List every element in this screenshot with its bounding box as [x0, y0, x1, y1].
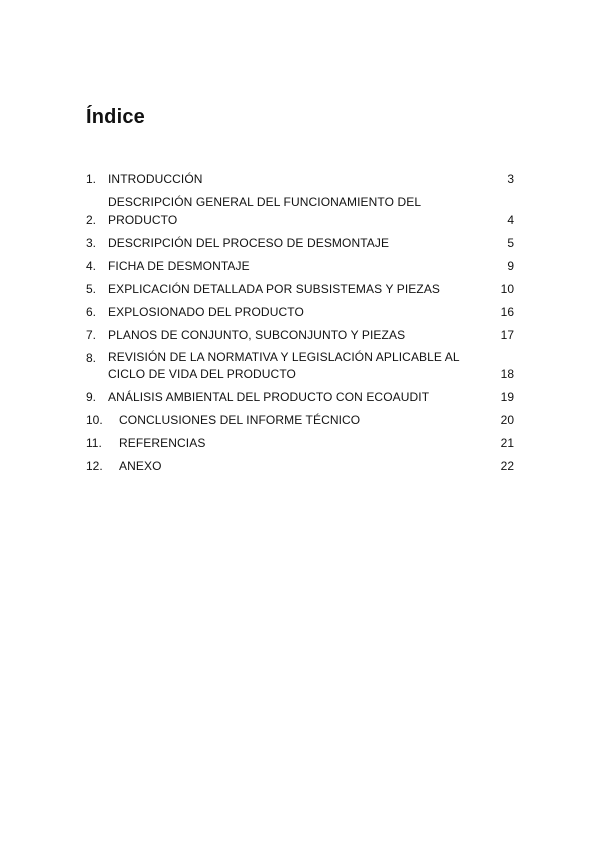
toc-item[interactable]	[86, 349, 514, 383]
toc-item-page: 4	[507, 213, 514, 227]
toc-item-number: 9.	[86, 390, 97, 404]
toc-item-page: 21	[500, 436, 514, 450]
toc-item-page: 20	[500, 413, 514, 427]
toc-item-title: ANÁLISIS AMBIENTAL DEL PRODUCTO CON ECOAUDIT	[108, 390, 430, 404]
toc-item[interactable]	[86, 434, 514, 452]
toc-item-number: 6.	[86, 305, 97, 319]
toc-item[interactable]	[86, 388, 514, 406]
toc-item-number: 7.	[86, 328, 97, 342]
toc-item-title: EXPLICACIÓN DETALLADA POR SUBSISTEMAS Y PIEZAS	[108, 282, 441, 296]
toc-item-number: 1.	[86, 172, 97, 186]
toc-item-page: 17	[500, 328, 514, 342]
toc-item-number: 5.	[86, 282, 97, 296]
toc-item-page: 22	[500, 459, 514, 473]
toc-item-title: EXPLOSIONADO DEL PRODUCTO	[108, 305, 304, 319]
toc-item-page: 19	[500, 390, 514, 404]
toc-item-title: PLANOS DE CONJUNTO, SUBCONJUNTO Y PIEZAS	[108, 328, 406, 342]
toc-item-title: DESCRIPCIÓN DEL PROCESO DE DESMONTAJE	[108, 236, 390, 250]
toc-item[interactable]	[86, 193, 514, 229]
table-of-contents	[86, 170, 514, 480]
toc-item-page: 18	[500, 367, 514, 381]
toc-item-title: REFERENCIAS	[119, 436, 206, 450]
toc-item-title: INTRODUCCIÓN	[108, 172, 203, 186]
toc-item-title: DESCRIPCIÓN GENERAL DEL FUNCIONAMIENTO DEL PRODUCTO	[108, 195, 421, 227]
toc-item-page: 5	[507, 236, 514, 250]
toc-item[interactable]	[86, 234, 514, 252]
page-title: Índice	[86, 106, 145, 128]
toc-item-page: 9	[507, 259, 514, 273]
toc-item-title: ANEXO	[119, 459, 162, 473]
toc-item[interactable]	[86, 280, 514, 298]
toc-item-number: 4.	[86, 259, 97, 273]
toc-item-page: 16	[500, 305, 514, 319]
toc-item[interactable]	[86, 457, 514, 475]
toc-item-title: CONCLUSIONES DEL INFORME TÉCNICO	[119, 413, 361, 427]
toc-item[interactable]	[86, 303, 514, 321]
toc-item-page: 10	[500, 282, 514, 296]
toc-item-number: 8.	[86, 351, 97, 365]
toc-item-page: 3	[507, 172, 514, 186]
toc-item-title: REVISIÓN DE LA NORMATIVA Y LEGISLACIÓN APLICABLE AL CICLO DE VIDA DEL PRODUCTO	[108, 350, 460, 381]
toc-item-number: 2.	[86, 213, 97, 227]
toc-item[interactable]	[86, 326, 514, 344]
toc-item-number: 11.	[86, 436, 102, 450]
toc-item[interactable]	[86, 257, 514, 275]
toc-item-number: 10.	[86, 413, 103, 427]
toc-item-number: 3.	[86, 236, 97, 250]
toc-item[interactable]	[86, 411, 514, 429]
toc-item[interactable]	[86, 170, 514, 188]
toc-item-number: 12.	[86, 459, 103, 473]
toc-item-title: FICHA DE DESMONTAJE	[108, 259, 250, 273]
